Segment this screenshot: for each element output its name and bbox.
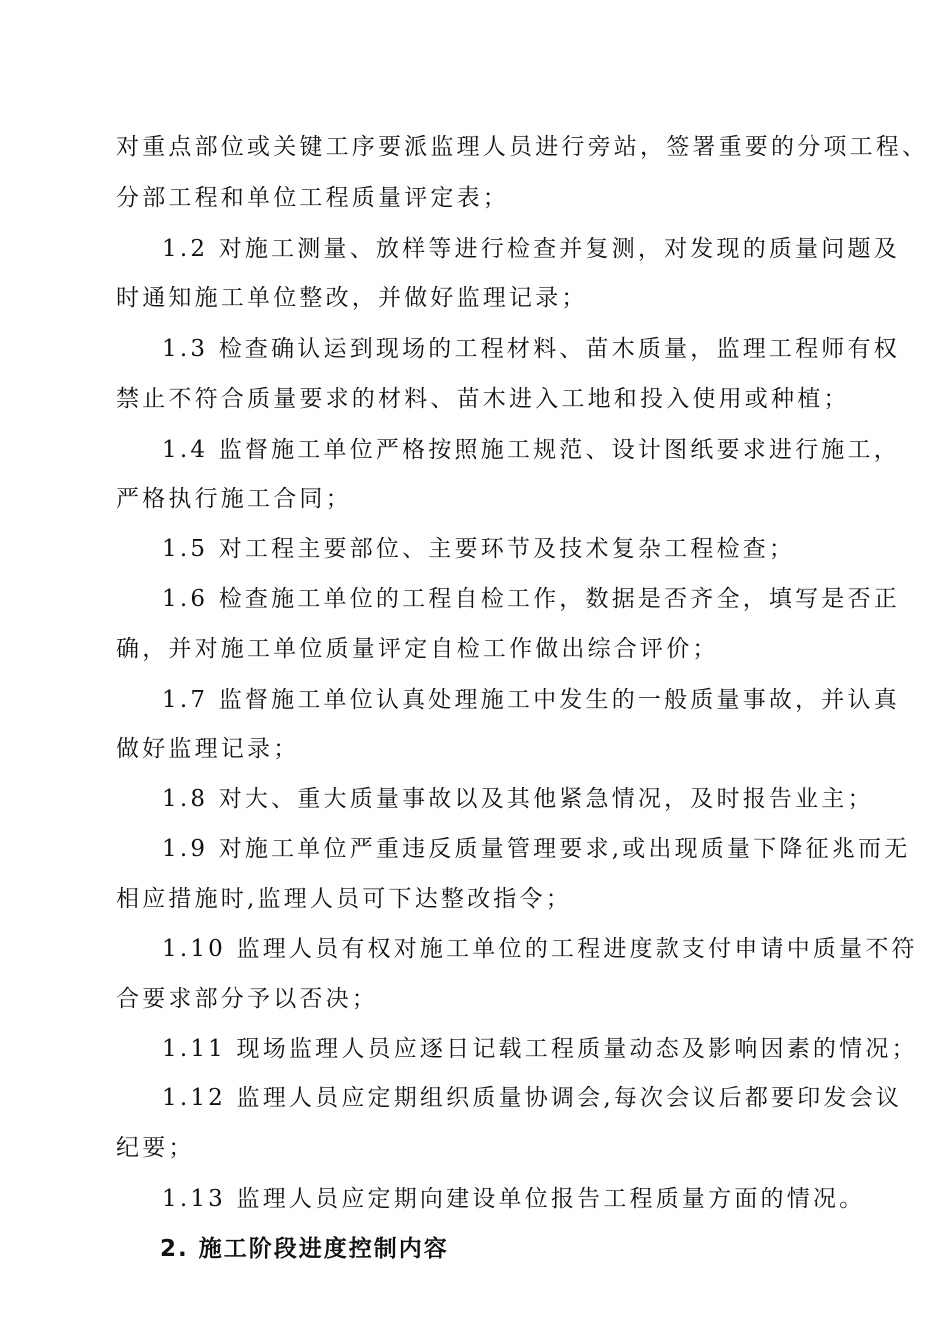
paragraph-line: 分部工程和单位工程质量评定表； xyxy=(116,185,509,211)
list-item-1-13: 1.13 监理人员应定期向建设单位报告工程质量方面的情况。 xyxy=(162,1186,866,1212)
paragraph-line: 相应措施时,监理人员可下达整改指令； xyxy=(116,886,572,912)
paragraph-line: 做好监理记录； xyxy=(116,736,300,762)
list-item-1-8: 1.8 对大、重大质量事故以及其他紧急情况，及时报告业主； xyxy=(162,786,874,812)
list-item-1-10: 1.10 监理人员有权对施工单位的工程进度款支付申请中质量不符 xyxy=(162,936,918,962)
list-item-1-5: 1.5 对工程主要部位、主要环节及技术复杂工程检查； xyxy=(162,536,796,562)
list-item-1-2: 1.2 对施工测量、放样等进行检查并复测，对发现的质量问题及 xyxy=(162,236,900,262)
paragraph-line: 确，并对施工单位质量评定自检工作做出综合评价； xyxy=(116,636,719,662)
paragraph-line: 纪要； xyxy=(116,1135,195,1161)
section-heading: 2. 施工阶段进度控制内容 xyxy=(160,1236,449,1262)
list-item-1-3: 1.3 检查确认运到现场的工程材料、苗木质量，监理工程师有权 xyxy=(162,336,900,362)
paragraph-line: 禁止不符合质量要求的材料、苗木进入工地和投入使用或种植； xyxy=(116,386,850,412)
list-item-1-9: 1.9 对施工单位严重违反质量管理要求,或出现质量下降征兆而无 xyxy=(162,836,911,862)
paragraph-line: 对重点部位或关键工序要派监理人员进行旁站，签署重要的分项工程、 xyxy=(116,134,929,160)
paragraph-line: 合要求部分予以否决； xyxy=(116,986,378,1012)
list-item-1-12: 1.12 监理人员应定期组织质量协调会,每次会议后都要印发会议 xyxy=(162,1085,903,1111)
paragraph-line: 严格执行施工合同； xyxy=(116,486,352,512)
list-item-1-7: 1.7 监督施工单位认真处理施工中发生的一般质量事故，并认真 xyxy=(162,687,900,713)
list-item-1-4: 1.4 监督施工单位严格按照施工规范、设计图纸要求进行施工， xyxy=(162,437,900,463)
list-item-1-6: 1.6 检查施工单位的工程自检工作，数据是否齐全，填写是否正 xyxy=(162,586,900,612)
paragraph-line: 时通知施工单位整改，并做好监理记录； xyxy=(116,285,588,311)
list-item-1-11: 1.11 现场监理人员应逐日记载工程质量动态及影响因素的情况； xyxy=(162,1036,918,1062)
